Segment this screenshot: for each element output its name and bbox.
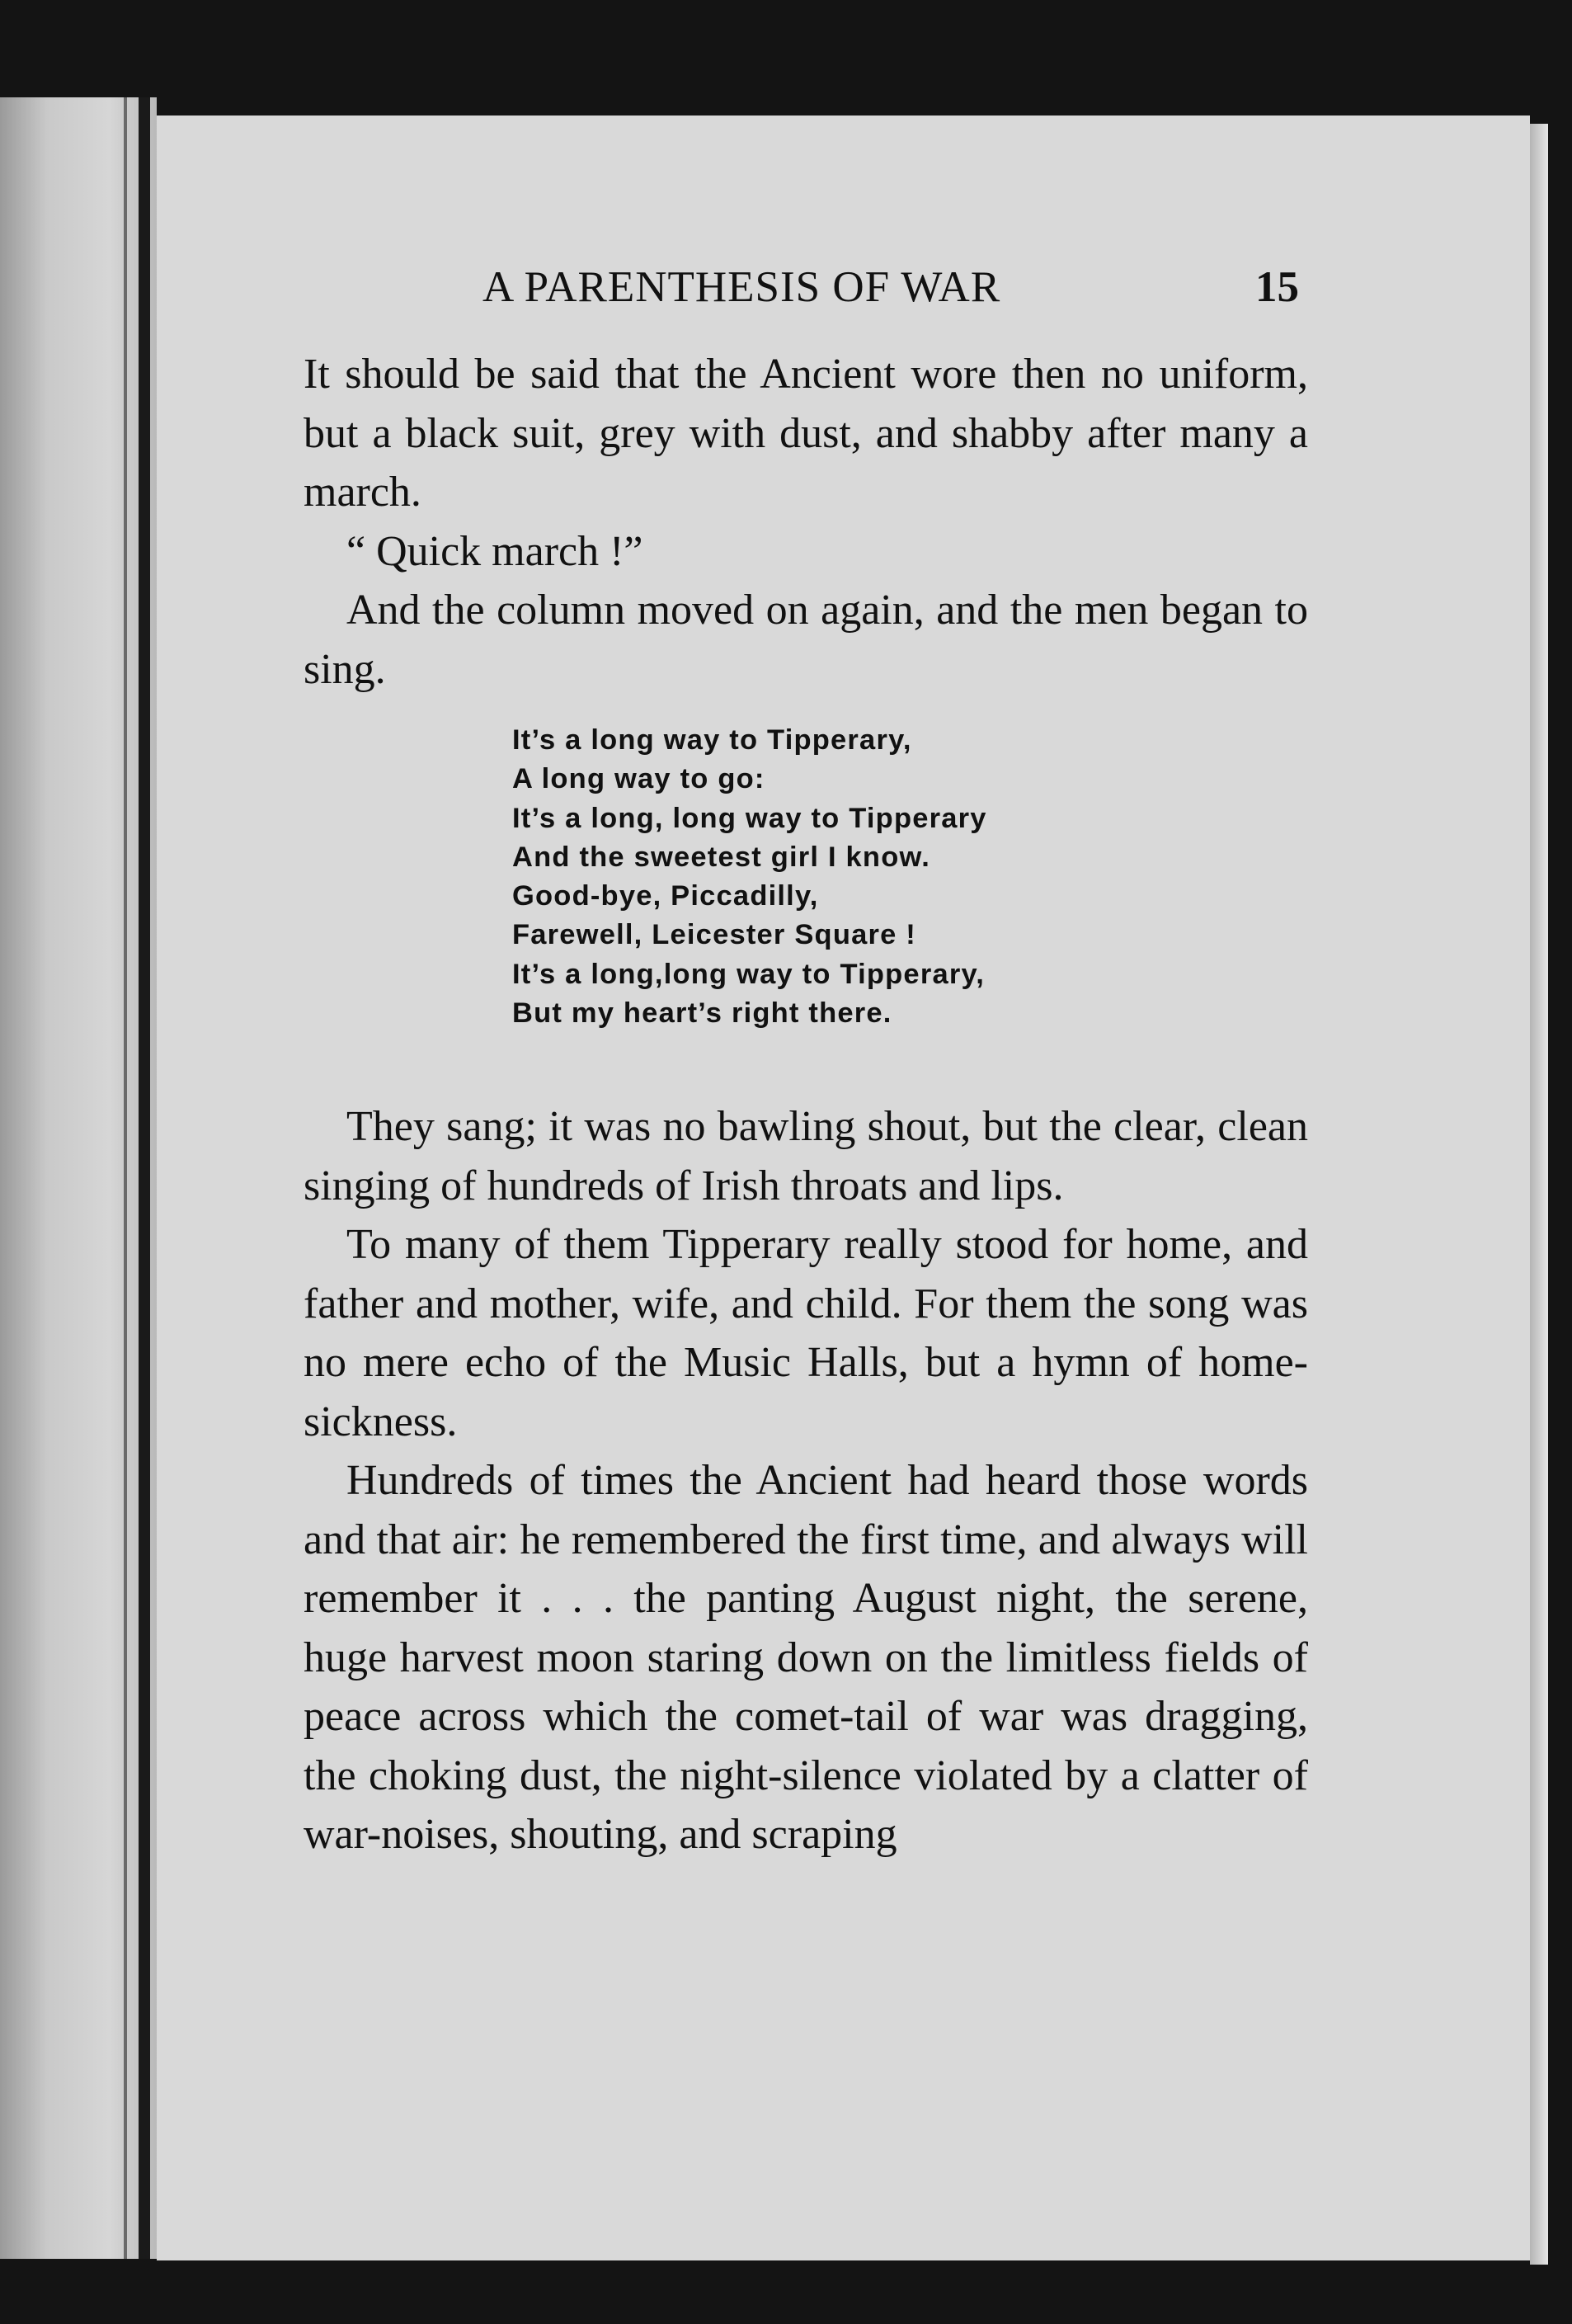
paragraph: And the column moved on again, and the men began to sing. [304,587,1308,693]
song-line: It’s a long,long way to Tipperary, [512,958,986,990]
song-lyrics [512,721,1123,1033]
song-line: And the sweetest girl I know. [512,841,931,873]
text-after-song [304,1097,1308,1864]
page-number: 15 [1255,263,1299,311]
song-line: It’s a long way to Tipperary, [512,724,912,756]
song-line: But my heart’s right there. [512,997,892,1030]
song-line: It’s a long, long way to Tipperary [512,802,987,834]
gutter-line [124,97,127,2259]
paragraph: They sang; it was no bawling shout, but the clear, clean singing of hundreds of Irish throats and lips. [304,1103,1308,1209]
song-line: Good-bye, Piccadilly, [512,880,819,912]
running-header [330,262,1299,312]
paragraph: To many of them Tipperary really stood for home, and father and mother, wife, and child. For them the song was no mere echo of the Music Halls, but a hymn of home-sickness. [304,1221,1308,1445]
song-line: Farewell, Leicester Square ! [512,919,916,951]
song-line: A long way to go: [512,763,765,795]
text-before-song [304,345,1308,699]
right-page-edge [1530,124,1548,2265]
paragraph: It should be said that the Ancient wore then no uniform, but a black suit, grey with dust, and shabby after many a march. [304,351,1308,516]
running-title: A PARENTHESIS OF WAR [482,263,1001,311]
book-gutter [139,97,150,2259]
paragraph: Hundreds of times the Ancient had heard those words and that air: he remembered the first time, and always will remember it . . . the panting August night, the serene, huge harvest moon staring down on the limitless fields of peace across which the comet-tail of war was dragging, the choking dust, the night-silence violated by a clatter of war-noises, shouting, and scraping [304,1457,1308,1858]
paragraph: “ Quick march !” [346,527,643,575]
left-page-edge [0,97,157,2259]
